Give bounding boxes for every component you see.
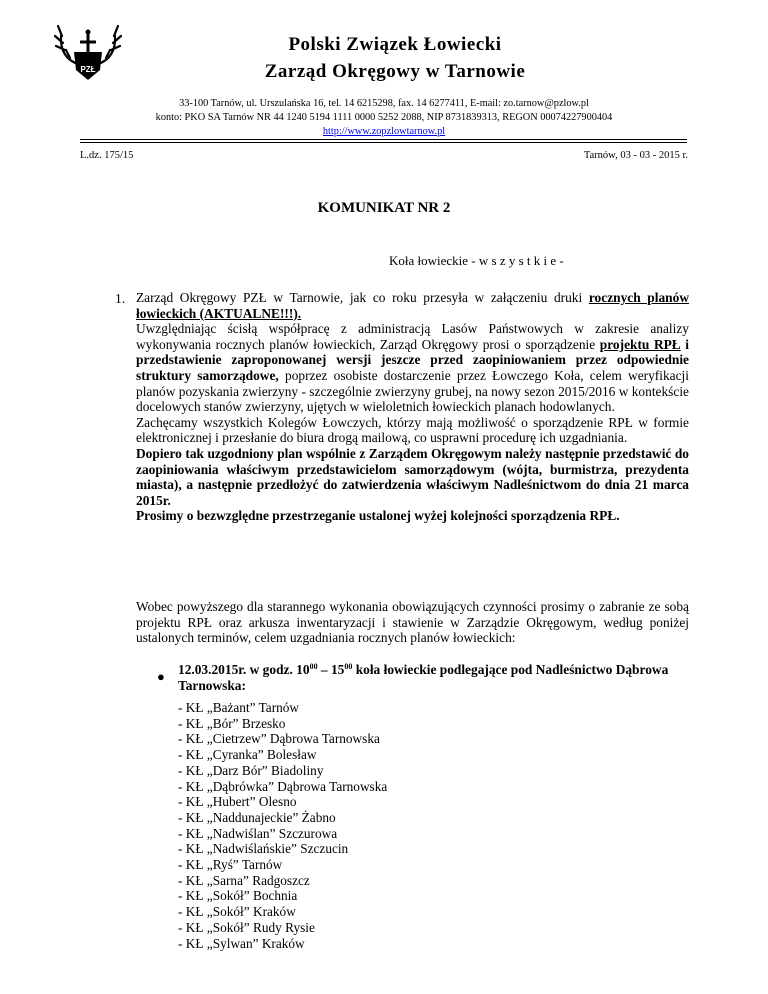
header-divider-bottom — [80, 142, 687, 143]
org-name: Polski Związek Łowiecki — [288, 34, 502, 55]
svg-text:PZŁ: PZŁ — [80, 65, 96, 74]
antlers-emblem-icon — [52, 20, 124, 86]
club-list — [178, 700, 387, 951]
instructions-paragraph: Wobec powyższego dla starannego wykonania obowiązujących czynności prosimy o zabranie ze sobą projektu RPŁ oraz arkusza inwentaryzacji i stawienie w Zarządzie Okręgowym, według poniżej ustalonych terminów, celem uzgadniania rocznych planów łowieckich: — [136, 599, 689, 646]
item-1-paragraph-3: Zachęcamy wszystkich Kolegów Łowczych, którzy mają możliwość o sporządzenie RPŁ w formie elektronicznej i przesłanie do biura drogą mailową, co usprawni procedurę ich uzgadniania. — [136, 414, 689, 446]
document-title: KOMUNIKAT NR 2 — [317, 200, 451, 216]
schedule-entry: 12.03.2015r. w godz. $10^{00} - 15^{00}$ koła łowieckie podlegające pod Nadleśnictwo Dąbrowa Tarnowska: — [178, 662, 669, 693]
list-item: - KŁ „Bażant” Tarnów — [178, 700, 300, 715]
item-1-body — [136, 290, 689, 524]
place-date: Tarnów, 03 - 03 - 2015 r. — [583, 150, 688, 161]
list-item: - KŁ „Cietrzew” Dąbrowa Tarnowska — [178, 731, 380, 747]
list-item: - KŁ „Sylwan” Kraków — [178, 935, 305, 951]
item-1-paragraph-2: Uwzględniając ścisłą współpracę z administracją Lasów Państwowych w zakresie analizy wykonywania rocznych planów łowieckich, Zarząd Okręgowy prosi o sporządzenie projektu RPŁ i przedstawienie zaproponowanej wersji jeszcze przed zaopiniowaniem przez odpowiednie struktury samorządowe, poprzez osobiste dostarczenie przez Łowczego Koła, celem weryfikacji planów pozyskania zwierzyny - szczególnie zwierzyny grubej, na nowy sezon 2015/2016 w kontekście docelowych stanów zwierzyny, ujętych w wieloletnich łowieckich planach hodowlanych. — [136, 321, 690, 415]
bullet-icon: ● — [157, 669, 165, 684]
website-link[interactable]: http://www.zopzlowtarnow.pl — [322, 126, 446, 137]
list-item: - KŁ „Darz Bór” Biadoliny — [178, 762, 324, 778]
list-item: - KŁ „Nadwiślańskie” Szczucin — [178, 841, 349, 857]
list-item: - KŁ „Dąbrówka” Dąbrowa Tarnowska — [178, 778, 388, 794]
list-item: - KŁ „Sokół” Kraków — [178, 904, 296, 920]
list-item: - KŁ „Sarna” Radgoszcz — [178, 872, 310, 888]
list-item: - KŁ „Bór” Brzesko — [178, 715, 286, 731]
list-item: - KŁ „Ryś” Tarnów — [178, 857, 283, 873]
contact-bank: konto: PKO SA Tarnów NR 44 1240 5194 1111 0000 5252 2088, NIP 8731839313, REGON 00074227900404 — [155, 112, 613, 123]
list-item: - KŁ „Sokół” Rudy Rysie — [178, 919, 315, 935]
header-divider-top — [80, 139, 687, 140]
list-item: - KŁ „Cyranka” Bolesław — [178, 747, 317, 763]
item-1-paragraph-5: Prosimy o bezwzględne przestrzeganie ustalonej wyżej kolejności sporządzenia RPŁ. — [136, 508, 620, 524]
item-number: 1. — [115, 291, 126, 306]
recipients: Koła łowieckie - w s z y s t k i e - — [389, 253, 564, 268]
contact-website-row — [0, 124, 768, 139]
list-item: - KŁ „Naddunajeckie” Żabno — [178, 809, 336, 825]
org-subname: Zarząd Okręgowy w Tarnowie — [264, 61, 526, 82]
annual-plans-highlight: rocznych planów łowieckich (AKTUALNE!!!). — [136, 290, 689, 321]
list-item: - KŁ „Nadwiślan” Szczurowa — [178, 825, 338, 841]
item-1-paragraph-4: Dopiero tak uzgodniony plan wspólnie z Zarządem Okręgowym należy następnie przedstawić do zaopiniowania właściwym przedstawicielom samorządowym (wójta, burmistrza, prezydenta miasta), a następnie przedłożyć do zatwierdzenia właściwym Nadleśnictwom do dnia 21 marca 2015r. — [136, 445, 689, 508]
item-1-paragraph-1: Zarząd Okręgowy PZŁ w Tarnowie, jak co roku przesyła w załączeniu druki rocznych planów łowieckich (AKTUALNE!!!). — [136, 290, 689, 321]
list-item: - KŁ „Hubert” Olesno — [178, 794, 297, 810]
reference-number: L.dz. 175/15 — [80, 150, 134, 161]
rpl-project-highlight: projektu RPŁ — [599, 336, 681, 352]
pzl-logo — [52, 20, 124, 86]
contact-address: 33-100 Tarnów, ul. Urszulańska 16, tel. 14 6215298, fax. 14 6277411, E-mail: zo.tarnow@pzlow.pl — [179, 98, 589, 109]
list-item: - KŁ „Sokół” Bochnia — [178, 888, 298, 904]
